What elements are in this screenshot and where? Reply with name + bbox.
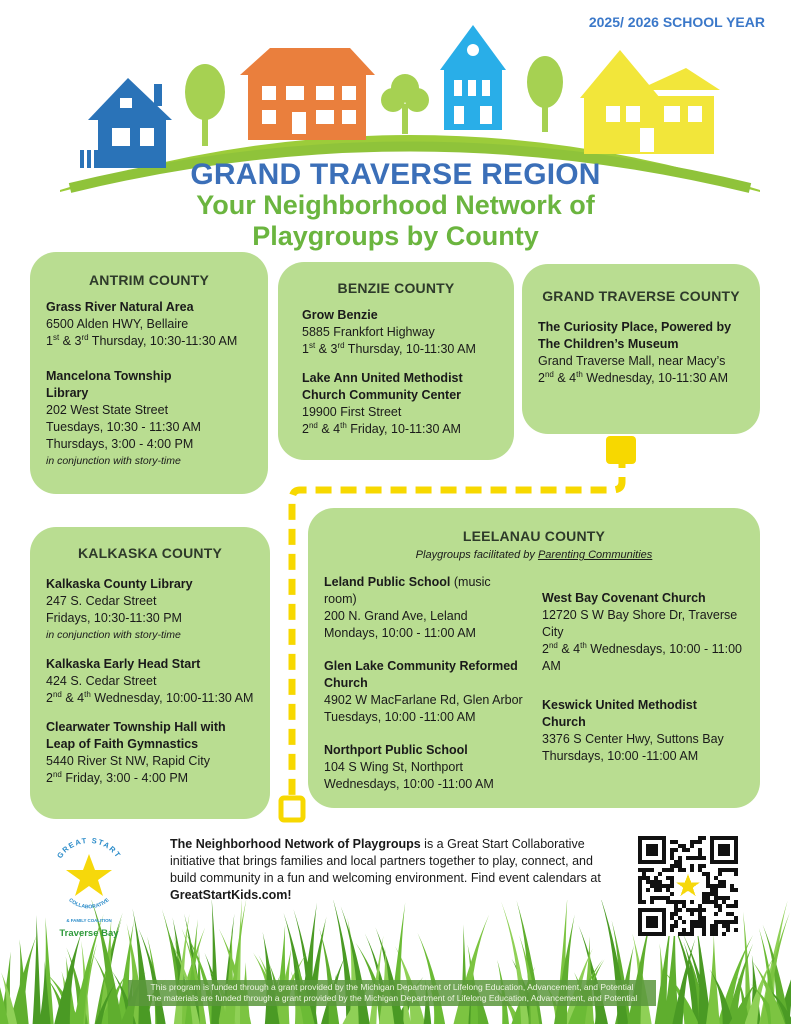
- county-heading: BENZIE COUNTY: [337, 280, 455, 296]
- location-name: Northport Public School: [324, 743, 468, 757]
- location-name: Grow Benzie: [302, 308, 378, 322]
- playgroup-location: [324, 658, 526, 726]
- leelanau-county-card: [308, 508, 760, 808]
- logo-arc-text: GREAT START: [55, 835, 123, 861]
- website-link[interactable]: GreatStartKids.com!: [170, 888, 292, 902]
- kalkaska-county-card: [30, 527, 270, 819]
- funding-line: The materials are funded through a grant provided by the Michigan Department of Lifelong Education, Advancement, and Potential: [146, 993, 638, 1003]
- playgroup-location: [542, 590, 744, 675]
- page-title: GRAND TRAVERSE REGION: [190, 158, 601, 191]
- location-name: Glen Lake Community Reformed Church: [324, 659, 518, 690]
- county-heading: LEELANAU COUNTY: [462, 528, 606, 544]
- location-schedule: Thursdays, 3:00 - 4:00 PM: [46, 437, 194, 451]
- location-address: 3376 S Center Hwy, Suttons Bay: [542, 732, 724, 746]
- leelanau-facilitator-note: Playgroups facilitated by Parenting Communities: [415, 549, 653, 561]
- county-heading: KALKASKA COUNTY: [77, 545, 223, 561]
- location-name: Mancelona Township Library: [46, 369, 172, 400]
- great-start-logo: [48, 832, 130, 942]
- tree-icon: [185, 64, 225, 146]
- location-note: in conjunction with story-time: [46, 629, 181, 641]
- location-address: 12720 S W Bay Shore Dr, Traverse City: [542, 608, 738, 639]
- path-start-square: [281, 798, 303, 820]
- leelanau-right-column: [542, 574, 744, 805]
- funding-notice: [128, 980, 656, 1006]
- location-address: 5885 Frankfort Highway: [302, 325, 435, 339]
- playgroup-location: [302, 370, 498, 438]
- subtitle-line: Your Neighborhood Network of: [196, 190, 595, 220]
- location-name: Grass River Natural Area: [46, 300, 194, 314]
- funding-line: This program is funded through a grant provided by the Michigan Department of Lifelong Education, Advancement, and Potential: [150, 982, 634, 992]
- location-address: 5440 River St NW, Rapid City: [46, 754, 210, 768]
- location-schedule: 2nd & 4th Wednesday, 10-11:30 AM: [538, 369, 729, 385]
- qr-code[interactable]: [638, 836, 738, 936]
- location-address: 6500 Alden HWY, Bellaire: [46, 317, 189, 331]
- county-heading: GRAND TRAVERSE COUNTY: [542, 288, 740, 304]
- logo-line2: & FAMILY COALITION: [66, 918, 112, 923]
- location-name: West Bay Covenant Church: [542, 591, 706, 605]
- location-address: 19900 First Street: [302, 405, 402, 419]
- location-address: 202 West State Street: [46, 403, 169, 417]
- location-schedule: Tuesdays, 10:00 -11:00 AM: [324, 710, 476, 724]
- location-name: Keswick United Methodist Church: [542, 698, 697, 729]
- playgroup-location: [302, 307, 498, 358]
- yellow-house-icon: [580, 50, 720, 154]
- leelanau-left-column: [324, 574, 526, 805]
- county-heading: ANTRIM COUNTY: [88, 272, 210, 288]
- location-address: 4902 W MacFarlane Rd, Glen Arbor: [324, 693, 523, 707]
- location-schedule: Mondays, 10:00 - 11:00 AM: [324, 626, 476, 640]
- playgroup-location: [46, 299, 252, 350]
- location-address: 200 N. Grand Ave, Leland: [324, 609, 468, 623]
- playgroup-location: [324, 742, 526, 793]
- location-schedule: Thursdays, 10:00 -11:00 AM: [542, 749, 699, 763]
- location-address: 104 S Wing St, Northport: [324, 760, 463, 774]
- school-year-label: 2025/ 2026 SCHOOL YEAR: [588, 14, 765, 30]
- cyan-house-icon: [440, 25, 506, 130]
- playgroup-location: [46, 656, 254, 707]
- grass-blade: [418, 933, 446, 1024]
- page-subtitle: [0, 190, 791, 252]
- about-paragraph: The Neighborhood Network of Playgroups is a Great Start Collaborative initiative that brings families and local partners together to play, connect, and build community in a fun and welcoming environment. Find event calendars at GreatStartKids.com!: [170, 837, 601, 902]
- blue-house-icon: [80, 78, 172, 168]
- tree-icon: [527, 56, 563, 132]
- location-schedule: Wednesdays, 10:00 -11:00 AM: [324, 777, 494, 791]
- svg-text:COLLABORATIVE: [67, 897, 111, 910]
- antrim-county-card: [30, 252, 268, 494]
- location-schedule: 2nd & 4th Wednesday, 10:00-11:30 AM: [46, 689, 254, 705]
- location-name: Kalkaska Early Head Start: [46, 657, 201, 671]
- location-schedule: 1st & 3rd Thursday, 10:30-11:30 AM: [46, 332, 238, 348]
- subtitle-line: Playgroups by County: [252, 221, 539, 251]
- grass-blade: [319, 928, 339, 1024]
- location-schedule: 2nd Friday, 3:00 - 4:00 PM: [46, 769, 189, 785]
- playgroup-location: [46, 719, 254, 787]
- location-schedule: 2nd & 4th Friday, 10-11:30 AM: [302, 420, 461, 436]
- location-schedule: 2nd & 4th Wednesdays, 10:00 - 11:00 AM: [542, 640, 742, 673]
- logo-region: Traverse Bay: [59, 928, 119, 939]
- leelanau-columns: [324, 574, 744, 805]
- parenting-communities-link[interactable]: Parenting Communities: [537, 549, 653, 561]
- tree-icon: [381, 74, 429, 134]
- orange-house-icon: [240, 48, 375, 140]
- location-name: The Curiosity Place, Powered by The Children’s Museum: [538, 320, 732, 351]
- grass-blade: [17, 939, 28, 1024]
- playgroup-location: Leland Public School (music room) 200 N. Grand Ave, Leland Mondays, 10:00 - 11:00 AM: [324, 574, 526, 642]
- location-name: Leland Public School: [324, 575, 451, 589]
- star-icon: [66, 854, 112, 896]
- grass-blade: [706, 934, 720, 1024]
- location-name: Kalkaska County Library: [46, 577, 193, 591]
- location-note: in conjunction with story-time: [46, 455, 181, 467]
- location-address: Grand Traverse Mall, near Macy’s: [538, 354, 726, 368]
- grand-traverse-county-card: [522, 264, 760, 434]
- location-schedule: Fridays, 10:30-11:30 PM: [46, 611, 182, 625]
- playgroup-location: [46, 368, 252, 470]
- location-address: 424 S. Cedar Street: [46, 674, 157, 688]
- playgroup-location: [542, 697, 744, 765]
- playgroup-location: [538, 319, 744, 387]
- benzie-county-card: [278, 262, 514, 460]
- location-schedule: Tuesdays, 10:30 - 11:30 AM: [46, 420, 201, 434]
- logo-line1: COLLABORATIVE: [67, 897, 111, 911]
- location-address: 247 S. Cedar Street: [46, 594, 157, 608]
- location-name: Clearwater Township Hall with Leap of Faith Gymnastics: [46, 720, 226, 751]
- location-name: Lake Ann United Methodist Church Community Center: [302, 371, 463, 402]
- location-schedule: 1st & 3rd Thursday, 10-11:30 AM: [302, 340, 476, 356]
- grass-blade: [33, 915, 41, 1024]
- playgroup-location: [46, 576, 254, 644]
- path-end-square: [606, 436, 636, 464]
